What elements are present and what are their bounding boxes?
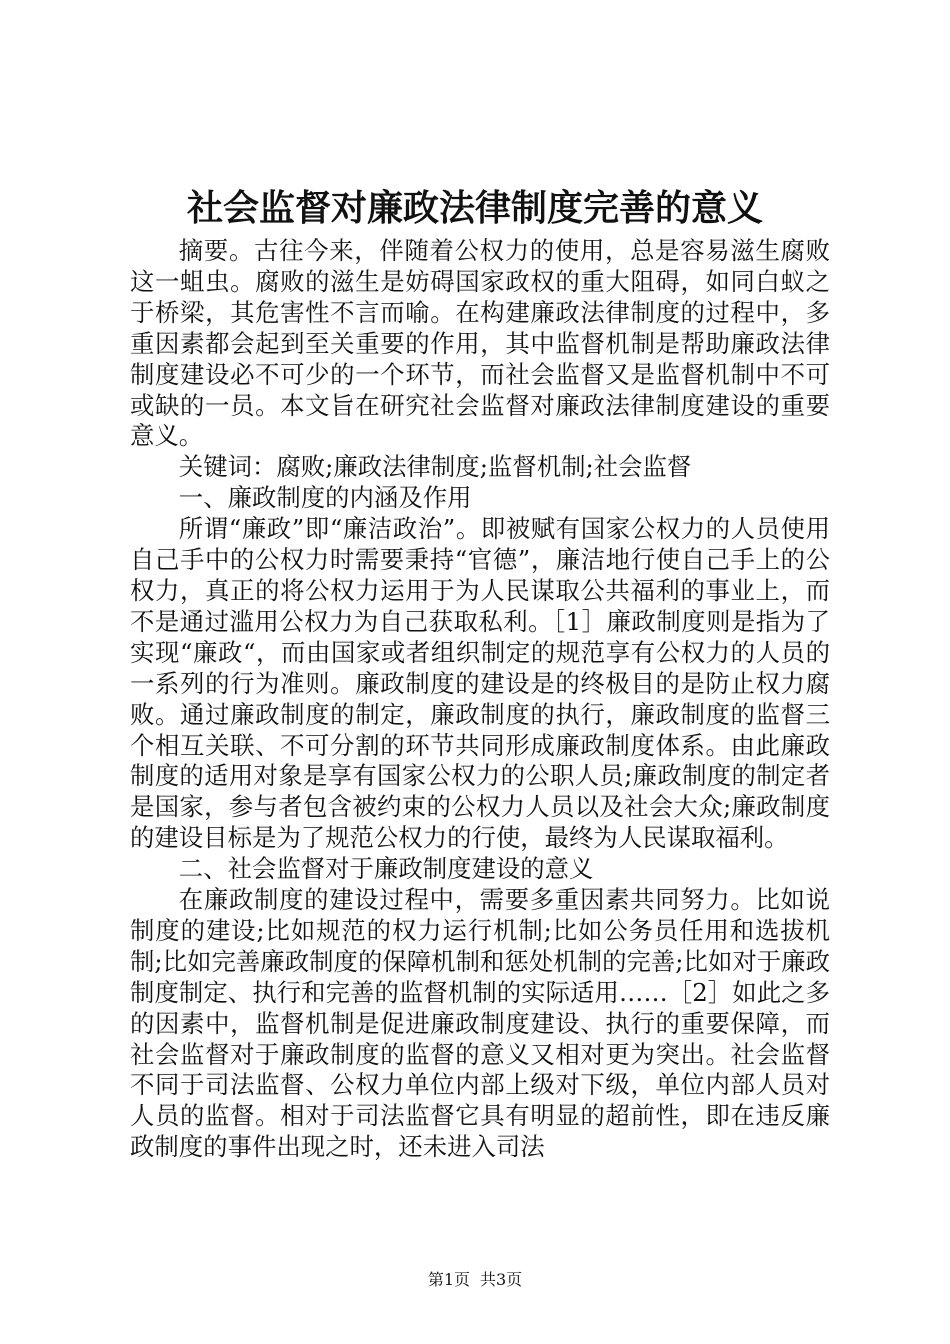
abstract-paragraph: 摘要。古往今来，伴随着公权力的使用，总是容易滋生腐败这一蛆虫。腐败的滋生是妨碍国家政权的重大阻碍，如同白蚁之于桥梁，其危害性不言而喻。在构建廉政法律制度的过程中，多重因素都会起到至关重要的作用，其中监督机制是帮助廉政法律制度建设必不可少的一个环节，而社会监督又是监督机制中不可或缺的一员。本文旨在研究社会监督对廉政法律制度建设的重要意义。 <box>130 236 830 451</box>
document-body <box>130 236 830 1163</box>
body-paragraph: 所谓“廉政”即“廉洁政治”。即被赋有国家公权力的人员使用自己手中的公权力时需要秉持“官德”，廉洁地行使自己手上的公权力，真正的将公权力运用于为人民谋取公共福利的事业上，而不是通过滥用公权力为自己获取私利。［1］廉政制度则是指为了实现“廉政“，而由国家或者组织制定的规范享有公权力的人员的一系列的行为准则。廉政制度的建设是的终极目的是防止权力腐败。通过廉政制度的制定，廉政制度的执行，廉政制度的监督三个相互关联、不可分割的环节共同形成廉政制度体系。由此廉政制度的适用对象是享有国家公权力的公职人员;廉政制度的制定者是国家，参与者包含被约束的公权力人员以及社会大众;廉政制度的建设目标是为了规范公权力的行使，最终为人民谋取福利。 <box>130 514 830 853</box>
section-heading-2: 二、社会监督对于廉政制度建设的意义 <box>178 854 594 884</box>
page-number-total: 共3页 <box>480 1270 523 1289</box>
keywords-line: 关键词：腐败;廉政法律制度;监督机制;社会监督 <box>178 452 692 482</box>
page-number-current: 第1页 <box>427 1270 470 1289</box>
body-paragraph: 在廉政制度的建设过程中，需要多重因素共同努力。比如说制度的建设;比如规范的权力运行机制;比如公务员任用和选拔机制;比如完善廉政制度的保障机制和惩处机制的完善;比如对于廉政制度制定、执行和完善的监督机制的实际适用……［2］如此之多的因素中，监督机制是促进廉政制度建设、执行的重要保障，而社会监督对于廉政制度的监督的意义又相对更为突出。社会监督不同于司法监督、公权力单位内部上级对下级，单位内部人员对人员的监督。相对于司法监督它具有明显的超前性，即在违反廉政制度的事件出现之时，还未进入司法 <box>130 885 830 1162</box>
page-footer <box>0 1268 950 1292</box>
section-heading-1: 一、廉政制度的内涵及作用 <box>178 483 472 513</box>
document-title: 社会监督对廉政法律制度完善的意义 <box>186 187 763 229</box>
